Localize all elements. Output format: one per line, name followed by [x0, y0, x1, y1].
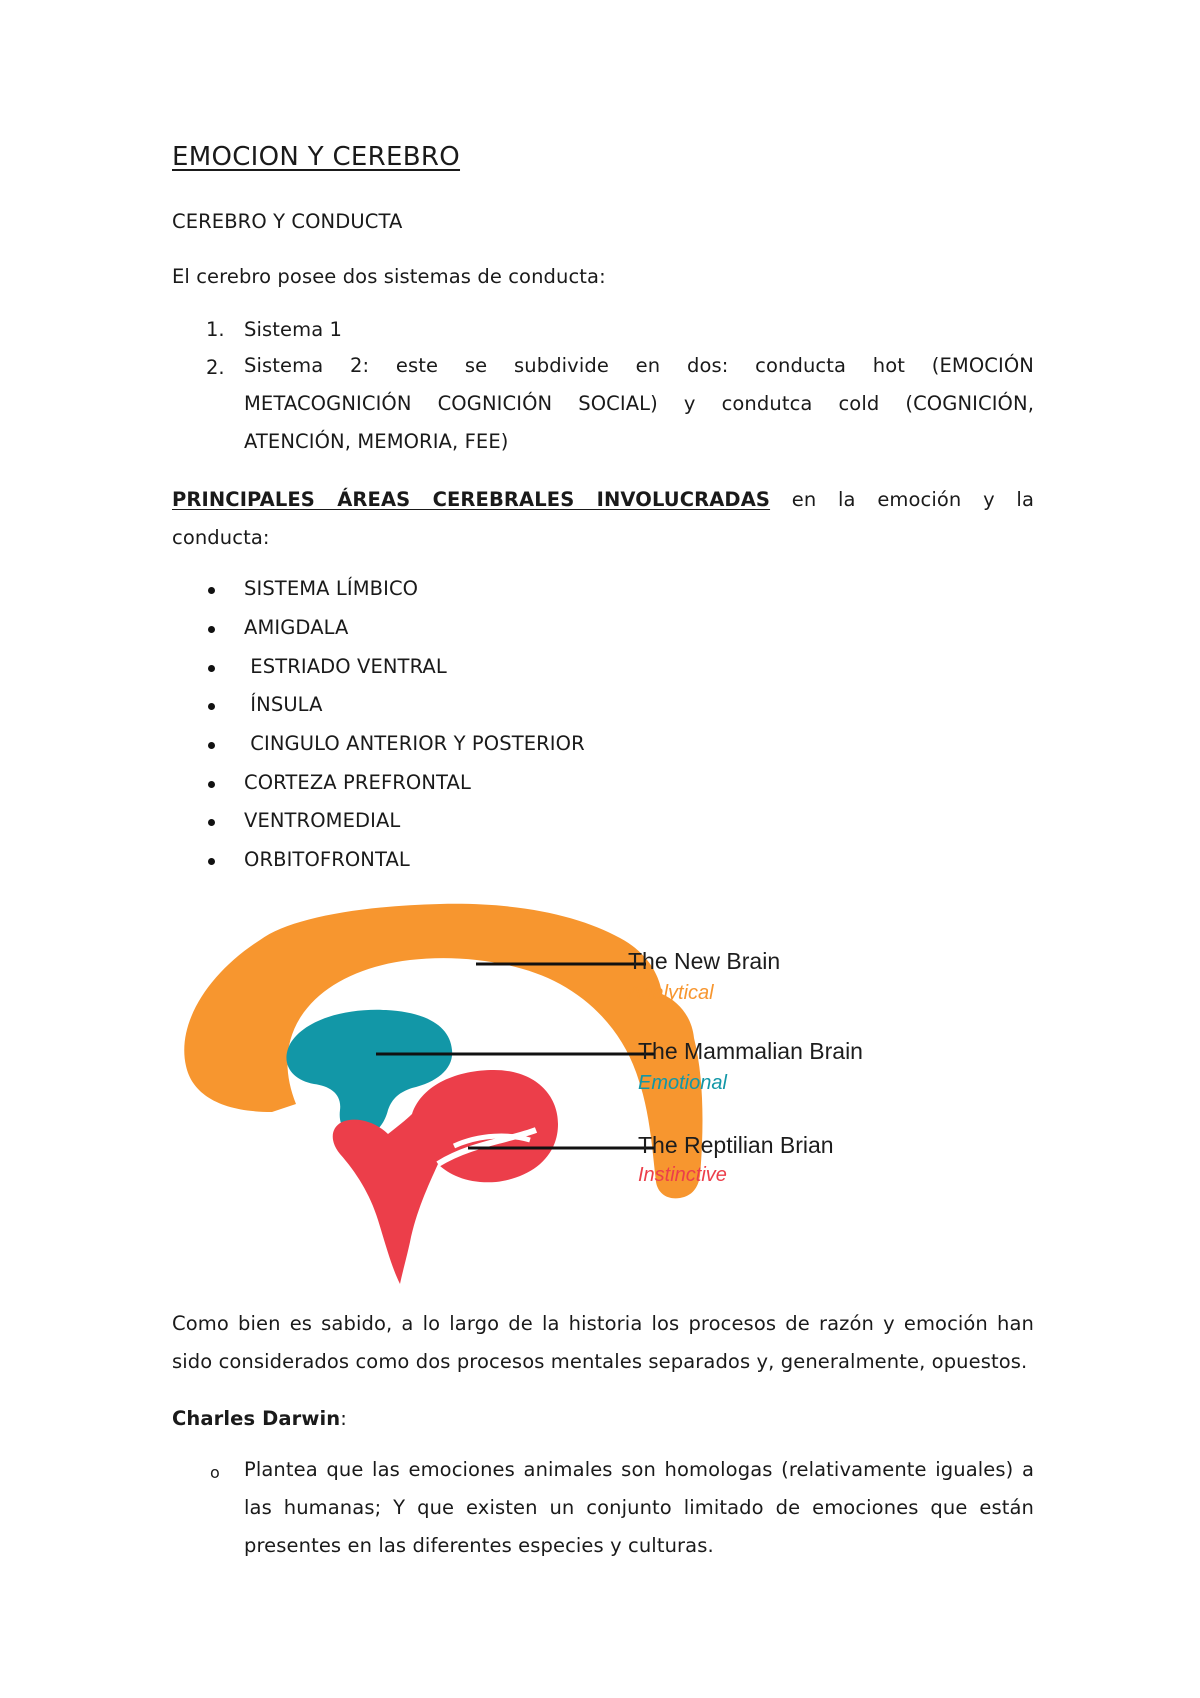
bullet-dot	[208, 858, 215, 865]
brain-diagram	[180, 898, 900, 1284]
bullet-item: ORBITOFRONTAL	[244, 848, 410, 871]
bullet-item: AMIGDALA	[244, 616, 349, 639]
bullet-dot	[208, 703, 215, 710]
bullet-item: SISTEMA LÍMBICO	[244, 577, 419, 600]
areas-heading-line2: conducta:	[172, 526, 270, 549]
paragraph-line: Como bien es sabido, a lo largo de la historia los procesos de razón y emoción han	[172, 1312, 1034, 1335]
bullet-dot	[208, 587, 215, 594]
list-item-2	[244, 347, 1034, 461]
areas-heading-rest: en la emoción y la	[770, 488, 1035, 511]
mammalian-brain-sublabel: Emotional	[638, 1072, 727, 1094]
bullet-dot	[208, 819, 215, 826]
list-number-1: 1.	[206, 318, 225, 341]
new-brain-sublabel: Analytical	[628, 982, 714, 1004]
bullet-dot	[208, 742, 215, 749]
bullet-dot	[208, 626, 215, 633]
bullet-dot	[208, 781, 215, 788]
body-paragraph	[172, 1305, 1034, 1381]
bullet-dot	[208, 665, 215, 672]
bullet-item: ESTRIADO VENTRAL	[244, 655, 447, 678]
areas-heading-bold: PRINCIPALES ÁREAS CEREBRALES INVOLUCRADAS	[172, 488, 771, 511]
bullet-item: VENTROMEDIAL	[244, 809, 401, 832]
reptilian-brain-sublabel: Instinctive	[638, 1164, 727, 1186]
darwin-line: las humanas; Y que existen un conjunto limitado de emociones que están	[244, 1496, 1034, 1519]
bullet-item: CORTEZA PREFRONTAL	[244, 771, 471, 794]
darwin-heading	[172, 1407, 347, 1430]
areas-heading-line	[172, 481, 1034, 519]
bullet-item: ÍNSULA	[244, 693, 323, 716]
reptilian-brain-label: The Reptilian Brian	[638, 1132, 834, 1158]
section-subtitle: CEREBRO Y CONDUCTA	[172, 210, 403, 233]
list-item-2-line: ATENCIÓN, MEMORIA, FEE)	[244, 430, 509, 453]
darwin-name: Charles Darwin	[172, 1407, 341, 1430]
list-item-2-line: METACOGNICIÓN COGNICIÓN SOCIAL) y condutca cold (COGNICIÓN,	[244, 392, 1034, 415]
list-number-2: 2.	[206, 356, 225, 379]
paragraph-line: sido considerados como dos procesos mentales separados y, generalmente, opuestos.	[172, 1350, 1028, 1373]
darwin-bullet-text	[244, 1451, 1034, 1565]
mammalian-brain-label: The Mammalian Brain	[638, 1038, 863, 1064]
list-item-1: Sistema 1	[244, 318, 343, 341]
intro-text: El cerebro posee dos sistemas de conducta:	[172, 265, 606, 288]
document-title: EMOCION Y CEREBRO	[172, 142, 461, 172]
bullet-item: CINGULO ANTERIOR Y POSTERIOR	[244, 732, 585, 755]
areas-heading	[172, 481, 1034, 557]
list-item-2-line: Sistema 2: este se subdivide en dos: conducta hot (EMOCIÓN	[244, 354, 1034, 377]
darwin-line: Plantea que las emociones animales son homologas (relativamente iguales) a	[244, 1458, 1034, 1481]
darwin-colon: :	[340, 1407, 347, 1430]
new-brain-label: The New Brain	[628, 948, 781, 974]
brain-illustration	[180, 898, 900, 1284]
circle-bullet: o	[210, 1463, 220, 1482]
darwin-line: presentes en las diferentes especies y culturas.	[244, 1534, 714, 1557]
